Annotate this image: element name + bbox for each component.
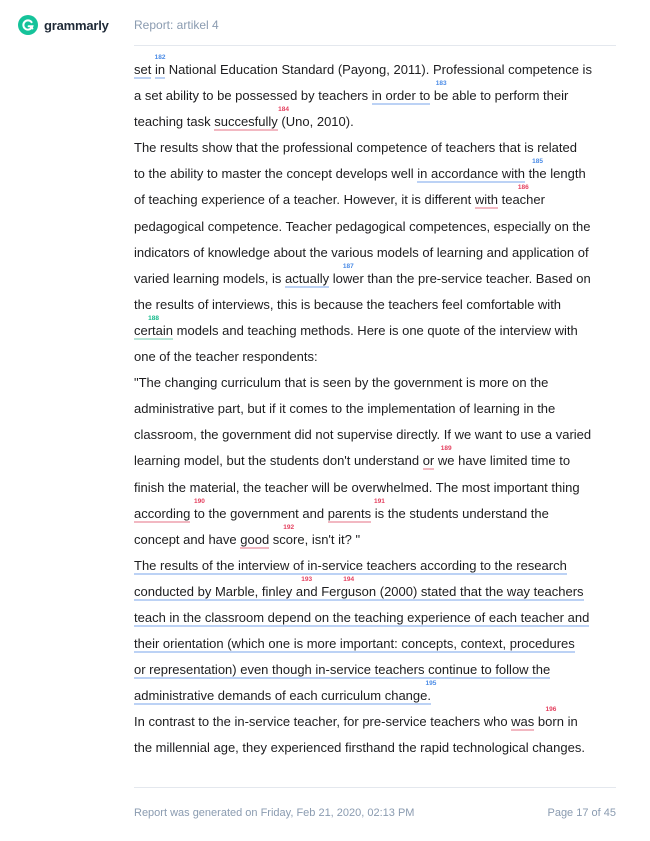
text-line — [134, 292, 614, 318]
text-segment: than the pre-service teacher. Based on — [363, 270, 591, 286]
text-line — [134, 396, 614, 422]
flagged-text[interactable]: in order to — [371, 88, 431, 104]
text-line — [134, 344, 614, 370]
suggestion-number-marker[interactable]: 186 — [517, 184, 529, 192]
text-segment: able to perform their — [448, 88, 569, 104]
flagged-text[interactable]: The results of the interview of in-service teachers according to the research — [134, 557, 567, 573]
suggestion-number-marker[interactable]: 188 — [148, 314, 159, 322]
text-line — [134, 422, 614, 448]
flagged-text[interactable]: or representation) even though in-service teachers continue to follow the — [134, 662, 551, 678]
text-segment: ( 184 — [278, 106, 290, 130]
text-line — [134, 706, 614, 735]
text-segment: classroom, the government did not supervise directly. If we want to use a varied — [134, 427, 592, 443]
flagged-text[interactable]: or — [422, 453, 435, 469]
text-segment: to 190 — [193, 497, 205, 521]
flagged-text[interactable]: conducted by Marble, finley — [134, 583, 296, 599]
text-segment: a set ability to be possessed by teachers — [134, 88, 372, 104]
flagged-text[interactable]: administrative demands of each curriculum change. — [134, 688, 431, 704]
flagged-text[interactable]: parents — [327, 505, 372, 521]
suggestion-number-marker[interactable]: 193 — [301, 575, 313, 583]
suggestion-number-marker[interactable]: 192 — [283, 523, 295, 531]
text-line — [134, 80, 614, 109]
suggestion-number-marker[interactable]: 182 — [154, 54, 166, 61]
text-line — [134, 54, 614, 83]
flagged-text[interactable]: certain 188 — [134, 314, 174, 338]
suggestion-number-marker[interactable]: 183 — [435, 80, 447, 88]
text-line — [134, 262, 614, 292]
text-line — [134, 240, 614, 266]
text-line — [134, 314, 614, 344]
text-segment: we 189 — [437, 445, 455, 469]
flagged-text[interactable]: (2000) stated that the way teachers — [376, 583, 584, 599]
report-title: Report: artikel 4 — [134, 18, 219, 32]
text-line — [134, 158, 614, 187]
text-segment: teacher 186 — [501, 184, 545, 208]
suggestion-number-marker[interactable]: 185 — [532, 158, 544, 166]
text-segment: the 185 — [528, 158, 547, 182]
text-segment: in — [563, 714, 578, 730]
text-segment: one of the teacher respondents: — [134, 349, 318, 365]
flagged-text[interactable]: Ferguson 194 — [321, 575, 377, 599]
flagged-text[interactable]: was — [511, 714, 535, 730]
text-segment: of teaching experience of a teacher. However, it is different — [134, 192, 475, 208]
page-indicator: Page 17 of 45 — [547, 807, 616, 819]
text-line — [134, 106, 614, 135]
text-line — [134, 657, 614, 683]
text-line — [134, 575, 614, 605]
text-segment: learning model, but the students don't understand — [134, 453, 423, 469]
text-segment: models and teaching methods. Here is one quote of the interview with — [173, 322, 578, 338]
flagged-text[interactable]: and 193 — [295, 575, 318, 599]
flagged-text[interactable]: in accordance with — [417, 166, 525, 182]
text-segment: concept and have — [134, 531, 241, 547]
text-segment: the results of interviews, this is because the teachers feel comfortable with — [134, 296, 562, 312]
flagged-text[interactable]: succesfully — [214, 114, 278, 130]
text-segment: the government and — [204, 505, 328, 521]
text-line — [134, 184, 614, 213]
text-segment: the students understand the — [384, 505, 549, 521]
text-segment: In contrast to the in-service teacher, for pre-service teachers who — [134, 714, 512, 730]
text-segment: "The changing curriculum that is seen by the government is more on the — [134, 375, 549, 391]
footer-divider — [134, 787, 616, 788]
text-line — [134, 445, 614, 474]
text-segment: , isn't it? " — [304, 531, 361, 547]
text-line — [134, 631, 614, 657]
text-segment: score 192 — [272, 523, 305, 547]
text-segment: length — [546, 166, 586, 182]
suggestion-number-marker[interactable]: 189 — [440, 445, 452, 453]
text-line — [134, 497, 614, 527]
flagged-text[interactable]: according — [134, 505, 191, 521]
flagged-text[interactable]: actually — [285, 270, 330, 286]
text-line — [134, 370, 614, 396]
flagged-text[interactable]: good — [240, 531, 270, 547]
text-segment: lower 187 — [332, 262, 364, 286]
flagged-text[interactable]: in 182 — [154, 54, 166, 77]
flagged-text[interactable]: set — [134, 62, 152, 77]
text-segment: teaching task — [134, 114, 215, 130]
text-line — [134, 214, 614, 240]
text-line — [134, 735, 614, 761]
report-generated-note: Report was generated on Friday, Feb 21, 2020, 02:13 PM — [134, 807, 415, 819]
text-segment: pedagogical competence. Teacher pedagogical competences, especially on the — [134, 218, 591, 234]
flagged-text[interactable]: their orientation (which one is more important: concepts, context, procedures — [134, 636, 575, 652]
text-segment: finish the material, the teacher will be overwhelmed. The most important thing — [134, 479, 580, 495]
flagged-text[interactable]: teach in the classroom depend on the teaching experience of each teacher and — [134, 609, 590, 625]
grammarly-g-icon — [18, 15, 38, 35]
header-divider — [134, 45, 616, 46]
text-line — [134, 553, 614, 579]
suggestion-number-marker[interactable]: 190 — [193, 497, 205, 505]
suggestion-number-marker[interactable]: 194 — [343, 575, 355, 583]
text-segment: indicators of knowledge about the various models of learning and application of — [134, 244, 589, 260]
text-line — [134, 523, 614, 553]
text-segment: have limited time to — [454, 453, 571, 469]
logo-wordmark: grammarly — [44, 17, 109, 33]
report-header — [0, 0, 650, 48]
text-segment: The results show that the professional competence of teachers that is related — [134, 140, 577, 156]
text-segment: Uno, 2010). — [285, 114, 354, 130]
document-body — [134, 54, 614, 762]
text-segment: varied learning models, is — [134, 270, 286, 286]
suggestion-number-marker[interactable]: 187 — [342, 262, 354, 270]
suggestion-number-marker[interactable]: 184 — [278, 106, 290, 114]
text-segment: born 196 — [537, 706, 564, 730]
text-segment: National Education Standard (Payong, 2011). Professional competence is — [165, 62, 592, 77]
grammarly-logo — [18, 15, 109, 35]
suggestion-number-marker[interactable]: 195 — [425, 680, 437, 688]
text-segment: the millennial age, they experienced firsthand the rapid technological changes. — [134, 740, 585, 756]
suggestion-number-marker[interactable]: 196 — [545, 706, 557, 714]
text-segment: administrative part, but if it comes to the implementation of learning in the — [134, 401, 556, 417]
suggestion-number-marker[interactable]: 191 — [373, 497, 385, 505]
text-segment: to the ability to master the concept develops well — [134, 166, 418, 182]
text-line — [134, 605, 614, 631]
text-line — [134, 680, 614, 709]
text-segment: is 191 — [373, 497, 385, 521]
text-segment: be 183 — [433, 80, 449, 104]
flagged-text[interactable]: with — [474, 192, 498, 208]
